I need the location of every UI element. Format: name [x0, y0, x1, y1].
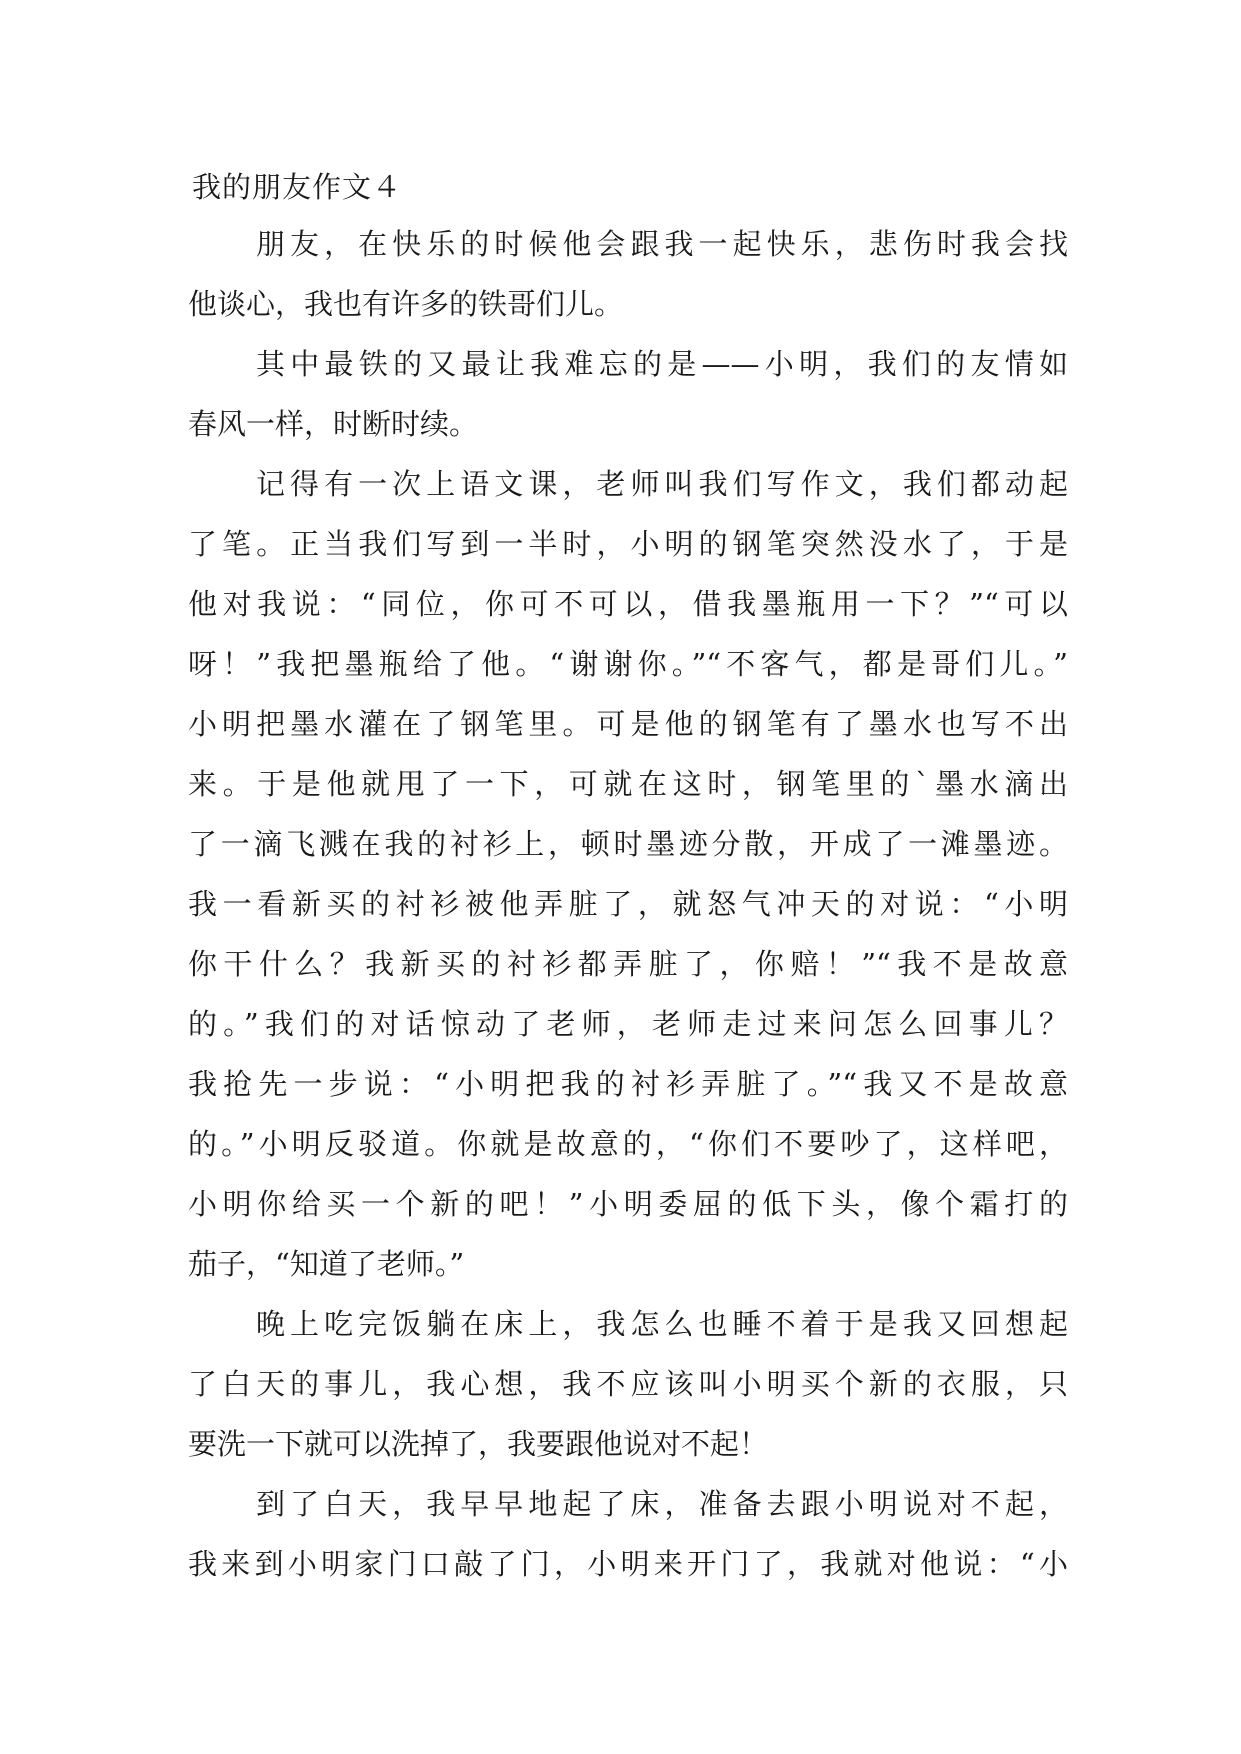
- text-line: 他对我说：“同位，你可不可以，借我墨瓶用一下？”“可以: [188, 587, 1068, 621]
- text-line: 小明把墨水灌在了钢笔里。可是他的钢笔有了墨水也写不出: [188, 707, 1068, 741]
- text-line: 要洗一下就可以洗掉了，我要跟他说对不起！: [188, 1427, 769, 1461]
- text-line: 了一滴飞溅在我的衬衫上，顿时墨迹分散，开成了一滩墨迹。: [188, 827, 1068, 861]
- text-line: 我来到小明家门口敲了门，小明来开门了，我就对他说：“小: [188, 1547, 1068, 1581]
- text-line: 其中最铁的又最让我难忘的是——小明，我们的友情如: [256, 347, 1068, 381]
- text-line: 的。”小明反驳道。你就是故意的，“你们不要吵了，这样吧，: [188, 1127, 1068, 1161]
- paragraph-3: [188, 454, 1068, 1294]
- paragraph-2: [188, 334, 1068, 454]
- text-line: 你干什么？我新买的衬衫都弄脏了，你赔！”“我不是故意: [188, 947, 1068, 981]
- text-line: 到了白天，我早早地起了床，准备去跟小明说对不起，: [256, 1487, 1068, 1521]
- document-page: [188, 160, 1068, 1594]
- text-line: 小明你给买一个新的吧！”小明委屈的低下头，像个霜打的: [188, 1187, 1068, 1221]
- text-line: 呀！”我把墨瓶给了他。“谢谢你。”“不客气，都是哥们儿。”: [188, 647, 1068, 681]
- text-line: 记得有一次上语文课，老师叫我们写作文，我们都动起: [256, 467, 1068, 501]
- text-line: 他谈心，我也有许多的铁哥们儿。: [188, 287, 624, 321]
- paragraph-1: [188, 214, 1068, 334]
- text-line: 来。于是他就甩了一下，可就在这时，钢笔里的`墨水滴出: [188, 767, 1068, 801]
- paragraph-4: [188, 1294, 1068, 1474]
- paragraph-5: [188, 1474, 1068, 1594]
- text-line: 朋友，在快乐的时候他会跟我一起快乐，悲伤时我会找: [256, 227, 1068, 261]
- document-title: 我的朋友作文４: [192, 170, 403, 204]
- text-line: 茄子，“知道了老师。”: [188, 1247, 465, 1281]
- text-line: 我抢先一步说：“小明把我的衬衫弄脏了。”“我又不是故意: [188, 1067, 1068, 1101]
- text-line: 春风一样，时断时续。: [188, 407, 479, 441]
- text-line: 了白天的事儿，我心想，我不应该叫小明买个新的衣服，只: [188, 1367, 1068, 1401]
- text-line: 我一看新买的衬衫被他弄脏了，就怒气冲天的对说：“小明: [188, 887, 1068, 921]
- text-line: 晚上吃完饭躺在床上，我怎么也睡不着于是我又回想起: [256, 1307, 1068, 1341]
- text-line: 的。”我们的对话惊动了老师，老师走过来问怎么回事儿？: [188, 1007, 1068, 1041]
- text-line: 了笔。正当我们写到一半时，小明的钢笔突然没水了，于是: [188, 527, 1068, 561]
